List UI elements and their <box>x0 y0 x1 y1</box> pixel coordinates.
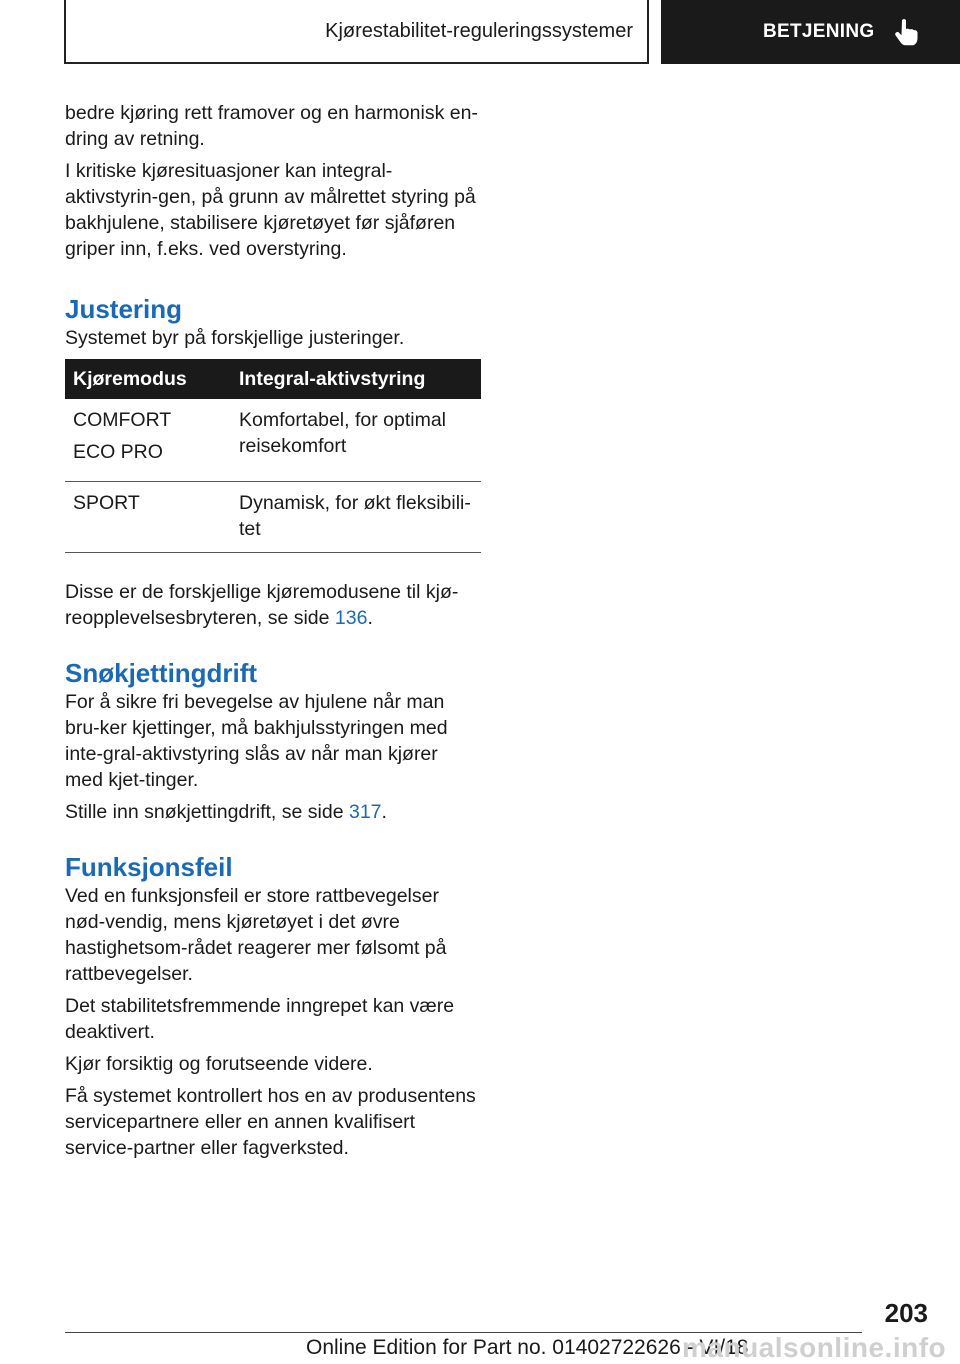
section-title: Kjørestabilitet-reguleringssystemer <box>325 19 633 42</box>
justering-intro: Systemet byr på forskjellige justeringer. <box>65 327 405 349</box>
mode-sport: SPORT <box>73 492 140 514</box>
fault-paragraph-2: Det stabilitetsfremmende inngrepet kan være deaktivert. <box>65 995 455 1043</box>
mode-description: Dynamisk, for økt fleksibili-tet <box>231 482 481 553</box>
header-section-title <box>64 0 649 64</box>
table-header-steering: Integral-aktivstyring <box>231 359 481 399</box>
intro-paragraph-1: bedre kjøring rett framover og en harmonisk en-dring av retning. <box>65 102 478 150</box>
page-number: 203 <box>884 1298 928 1328</box>
mode-description: Komfortabel, for optimal reisekomfort <box>231 399 481 482</box>
fault-paragraph-3: Kjør forsiktig og forutseende videre. <box>65 1053 373 1075</box>
fault-paragraph-1: Ved en funksjonsfeil er store rattbevegelser nød-vendig, mens kjøretøyet i det øvre hastighetsom-rådet reagerer mer følsomt på rattbevegelser. <box>65 885 447 985</box>
header-chapter <box>661 0 960 64</box>
table-row <box>65 399 481 482</box>
table-row <box>65 482 481 553</box>
heading-fault: Funksjonsfeil <box>65 852 233 882</box>
mode-eco-pro: ECO PRO <box>73 441 163 463</box>
page-link-317[interactable]: 317 <box>348 801 382 823</box>
mode-comfort: COMFORT <box>73 409 172 431</box>
chapter-title: BETJENING <box>763 21 875 42</box>
pointing-hand-icon <box>894 18 920 46</box>
heading-snow: Snøkjettingdrift <box>65 658 258 688</box>
heading-justering: Justering <box>65 294 183 324</box>
page-link-136[interactable]: 136 <box>334 607 368 629</box>
fault-paragraph-4: Få systemet kontrollert hos en av produsentens servicepartnere eller en annen kvalifisert service-partner eller fagverksted. <box>65 1085 476 1159</box>
drive-mode-table <box>65 359 481 553</box>
watermark: manualsonline.info <box>682 1332 947 1363</box>
justering-after: Disse er de forskjellige kjøremodusene til kjø-reopplevelsesbryteren, se side 136. <box>65 581 459 629</box>
footer-edition: Online Edition for Part no. 01402722626 - VI/18 <box>306 1336 749 1359</box>
table-header-mode: Kjøremodus <box>65 359 231 399</box>
snow-text: For å sikre fri bevegelse av hjulene når man bru-ker kjettinger, må bakhjulsstyringen med inte-gral-aktivstyring slås av når man kjører med kjet-tinger. <box>65 691 448 791</box>
snow-setting: Stille inn snøkjettingdrift, se side 317. <box>65 801 387 823</box>
page-content <box>65 100 481 1167</box>
intro-paragraph-2: I kritiske kjøresituasjoner kan integral-aktivstyrin-gen, på grunn av målrettet styring på bakhjulene, stabilisere kjøretøyet før sjåføren griper inn, f.eks. ved overstyring. <box>65 160 476 260</box>
